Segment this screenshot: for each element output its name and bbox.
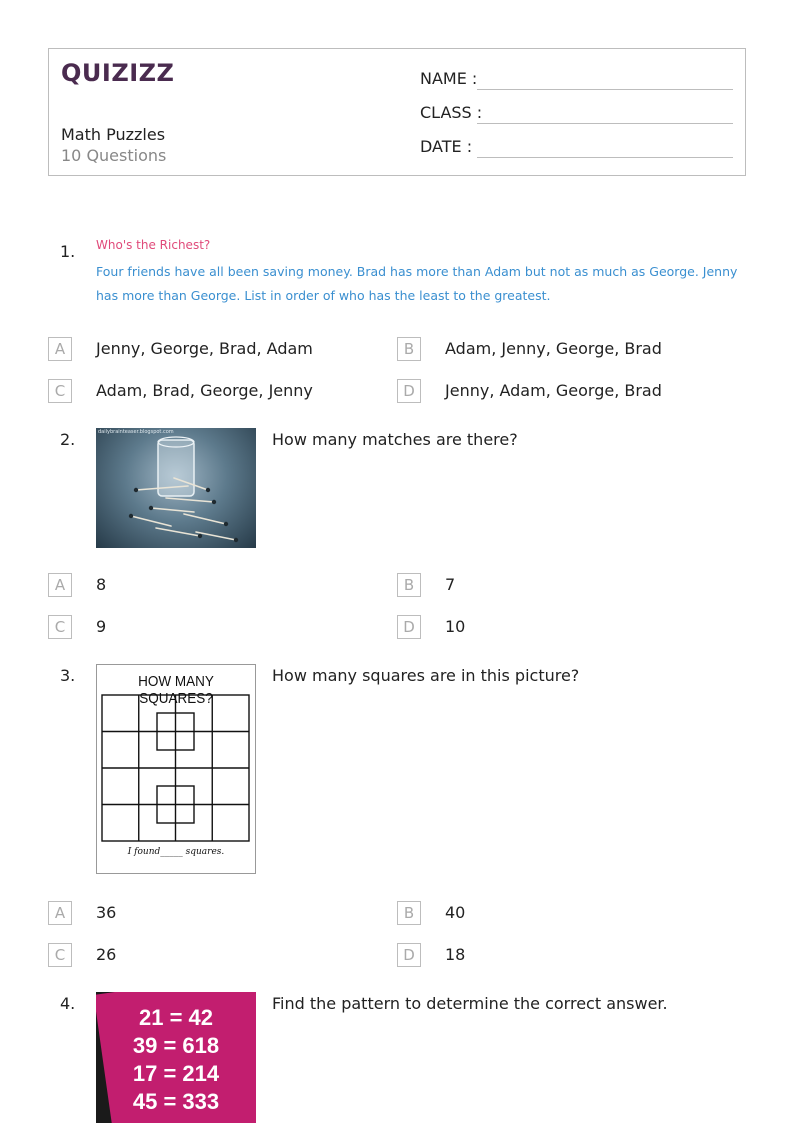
pattern-line: 17 = 214 (132, 1061, 220, 1086)
option-text-c[interactable]: Adam, Brad, George, Jenny (96, 381, 313, 400)
date-line[interactable] (477, 157, 733, 158)
worksheet-header (48, 48, 746, 176)
question-text: How many squares are in this picture? (272, 666, 580, 685)
option-text-a[interactable]: Jenny, George, Brad, Adam (96, 339, 313, 358)
question-text: How many matches are there? (272, 430, 518, 449)
option-letter-d[interactable]: D (397, 379, 421, 403)
pattern-line: 21 = 42 (138, 1005, 213, 1030)
squares-grid (97, 665, 255, 875)
question-number: 4. (60, 994, 76, 1013)
option-text-d[interactable]: Jenny, Adam, George, Brad (445, 381, 662, 400)
option-text-b[interactable]: 7 (445, 575, 456, 594)
worksheet-title: Math Puzzles (61, 125, 166, 144)
option-letter-c[interactable]: C (48, 615, 72, 639)
option-letter-a[interactable]: A (48, 573, 72, 597)
class-field[interactable] (420, 103, 735, 127)
question-title: Who's the Richest? (96, 238, 211, 252)
squares-puzzle-image (96, 664, 256, 874)
option-letter-d[interactable]: D (397, 943, 421, 967)
name-label: NAME : (420, 69, 478, 88)
option-letter-a[interactable]: A (48, 337, 72, 361)
matches-photo (96, 428, 256, 548)
question-text: Four friends have all been saving money. Brad has more than Adam but not as much as George. Jenny has more than George. List in order of who has the least to the greatest. (96, 264, 738, 303)
option-letter-a[interactable]: A (48, 901, 72, 925)
pattern-line: 45 = 333 (132, 1089, 220, 1114)
name-field[interactable] (420, 69, 735, 93)
option-letter-b[interactable]: B (397, 337, 421, 361)
class-label: CLASS : (420, 103, 483, 122)
option-text-d[interactable]: 10 (445, 617, 466, 636)
photo-caption: dailybrainteaser.blogspot.com (98, 429, 174, 435)
option-text-a[interactable]: 8 (96, 575, 107, 594)
question-number: 3. (60, 666, 76, 685)
question-count: 10 Questions (61, 146, 167, 165)
option-letter-c[interactable]: C (48, 943, 72, 967)
pattern-puzzle-image (96, 992, 256, 1123)
option-letter-c[interactable]: C (48, 379, 72, 403)
option-text-a[interactable]: 36 (96, 903, 117, 922)
pattern-line: 39 = 618 (132, 1033, 220, 1058)
option-text-c[interactable]: 26 (96, 945, 117, 964)
pattern-lines (96, 1004, 256, 1116)
puzzle-title: HOW MANY SQUARES? (138, 673, 214, 707)
quizizz-logo: QUIZIZZ (61, 59, 175, 87)
option-text-b[interactable]: Adam, Jenny, George, Brad (445, 339, 662, 358)
option-letter-d[interactable]: D (397, 615, 421, 639)
matches-drawing (96, 428, 256, 548)
class-line[interactable] (477, 123, 733, 124)
puzzle-footer: I found_____ squares. (127, 847, 225, 857)
option-text-b[interactable]: 40 (445, 903, 466, 922)
date-label: DATE : (420, 137, 473, 156)
name-line[interactable] (477, 89, 733, 90)
option-letter-b[interactable]: B (397, 573, 421, 597)
question-number: 2. (60, 430, 76, 449)
option-text-d[interactable]: 18 (445, 945, 466, 964)
date-field[interactable] (420, 137, 735, 161)
question-number: 1. (60, 242, 76, 261)
option-letter-b[interactable]: B (397, 901, 421, 925)
question-text: Find the pattern to determine the correct answer. (272, 994, 668, 1013)
option-text-c[interactable]: 9 (96, 617, 107, 636)
